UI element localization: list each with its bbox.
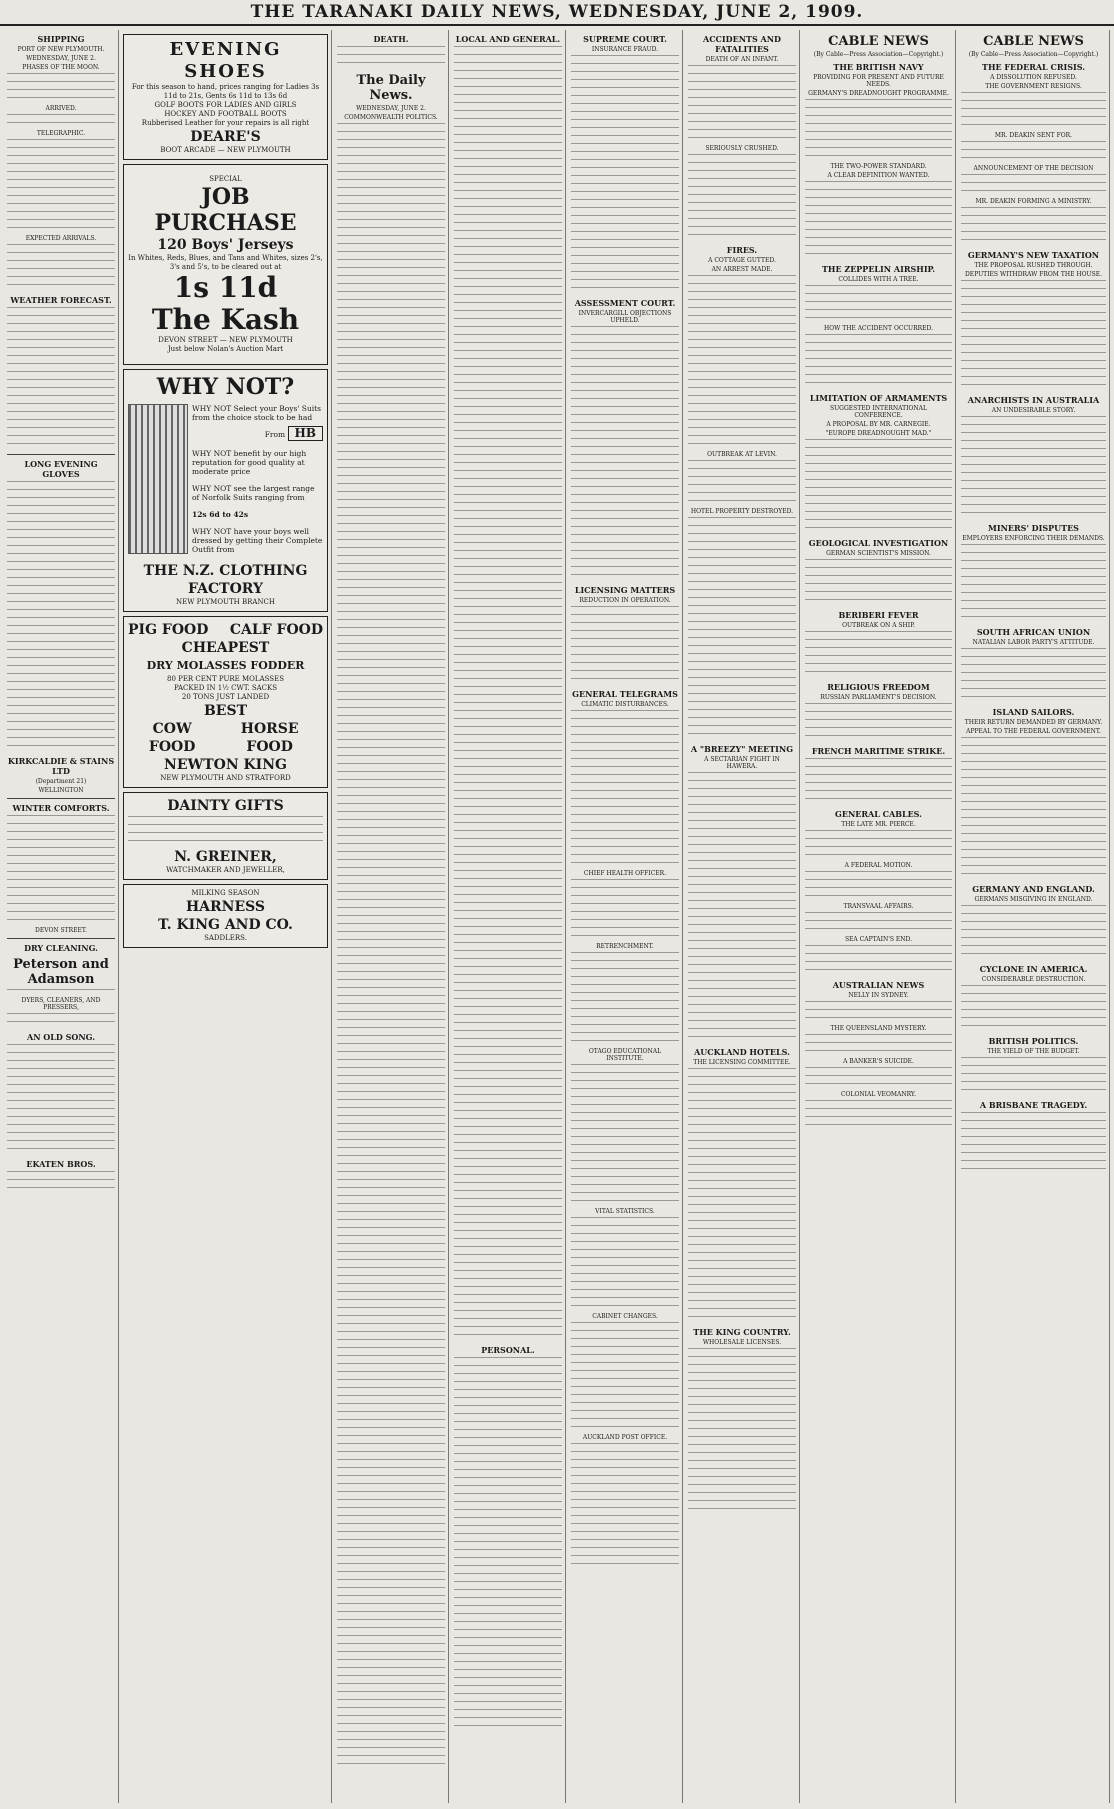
hb-logo: HB [288,426,323,441]
heading-british-politics: BRITISH POLITICS. [988,1036,1079,1046]
sub-pierce: THE LATE MR. PIERCE. [841,821,916,828]
sub-dissolution: A DISSOLUTION REFUSED. [990,74,1077,81]
sub-proposal: THE PROPOSAL RUSHED THROUGH. [974,262,1093,269]
ad-why-not: WHY NOT? WHY NOT Select your Boys' Suits from the choice stock to be had From HB WHY NOT benefit by our high reputation for good quality at moderate price WHY NOT see the largest range of Norfolk Suits ranging from 12s 6d to 42s WHY NOT have your boys well dressed by getting their Complete Outfit from THE N.Z. CLOTHING FACTORY NEW PLYMOUTH BRANCH [123,369,328,612]
column-ads [120,30,332,1803]
sub-insurance: INSURANCE FRAUD. [591,46,659,53]
ev-l1: For this season to hand, prices ranging for Ladies 3s 11d to 21s, Gents 6s 11d to 13s 6d [131,83,320,100]
sub-arrest: AN ARREST MADE. [711,266,773,273]
sub-federal-motion: A FEDERAL MOTION. [844,862,913,869]
sub-cabinet: CABINET CHANGES. [592,1313,658,1320]
heading-geological: GEOLOGICAL INVESTIGATION [808,538,949,548]
packed: PACKED IN 1½ CWT. SACKS [173,684,278,692]
nzcf: THE N.Z. CLOTHING FACTORY [143,563,308,597]
ad-job-purchase [123,164,328,365]
heading-anarchists: ANARCHISTS IN AUSTRALIA [967,395,1100,405]
heading-navy: THE BRITISH NAVY [833,62,924,72]
why-l1: WHY NOT Select your Boys' Suits from the choice stock to be had [192,404,322,422]
ev-l2: GOLF BOOTS FOR LADIES AND GIRLS [154,101,297,109]
job-colors: In Whites, Reds, Blues, and Tans and Whites, sizes 2's, 3's and 5's, to be cleared out at [128,254,323,271]
pct: 80 PER CENT PURE MOLASSES [166,675,284,683]
best: BEST [203,703,248,719]
job-jerseys: 120 Boys' Jerseys [157,237,294,253]
heading-miners: MINERS' DISPUTES [988,523,1079,533]
job-title: JOB PURCHASE [154,184,297,236]
heading-kirkcaldie: KIRKCALDIE & STAINS LTD [7,756,115,776]
sub-outbreak-levin: OUTBREAK AT LEVIN. [707,451,777,458]
sub-deakin: MR. DEAKIN SENT FOR. [994,132,1073,139]
sub-clear: A CLEAR DEFINITION WANTED. [827,172,930,179]
heading-death: DEATH. [373,34,409,44]
ev-title: EVENING SHOES [169,39,282,82]
column-shipping [4,30,119,1803]
sub-twopower: THE TWO-POWER STANDARD. [830,163,927,170]
newton: NEWTON KING [164,757,287,773]
np: NEW PLYMOUTH AND STRATFORD [160,774,291,782]
molasses: DRY MOLASSES FODDER [146,659,305,672]
sub-chief-health: CHIEF HEALTH OFFICER. [583,870,667,877]
heading-island: ISLAND SAILORS. [992,707,1075,717]
heading-religious: RELIGIOUS FREEDOM [827,682,930,692]
heading-germany-england: GERMANY AND ENGLAND. [972,884,1095,894]
heading-zeppelin: THE ZEPPELIN AIRSHIP. [821,264,936,274]
sub-their-return: THEIR RETURN DEMANDED BY GERMANY. [964,719,1103,726]
sub-carnegie: A PROPOSAL BY MR. CARNEGIE. [826,421,931,428]
heading-gloves: LONG EVENING GLOVES [24,459,98,479]
heading-ekaten: EKATEN BROS. [26,1159,96,1169]
sub-german-dn: GERMANY'S DREADNOUGHT PROGRAMME. [808,90,949,97]
heading-oldsong: AN OLD SONG. [26,1032,95,1042]
sub-undesirable: AN UNDESIRABLE STORY. [991,407,1076,414]
heading-licensing: LICENSING MATTERS [574,585,676,595]
heading-shipping: SHIPPING [37,34,85,44]
sub-europe: "EUROPE DREADNOUGHT MAD." [825,430,932,437]
heading-local: LOCAL AND GENERAL. [455,34,561,44]
harness: HARNESS [185,899,266,915]
sub-mission: GERMAN SCIENTIST'S MISSION. [826,550,931,557]
sub-appeal: APPEAL TO THE FEDERAL GOVERNMENT. [966,728,1101,735]
milking: MILKING SEASON [191,889,260,897]
job-below: Just below Nolan's Auction Mart [167,345,284,353]
cheapest: CHEAPEST [181,640,270,656]
ev-deare: DEARE'S [190,129,261,145]
heading-peterson: Peterson and Adamson [13,957,109,987]
job-kash: The Kash [151,303,300,336]
sub-crushed: SERIOUSLY CRUSHED. [705,145,779,152]
sub-otago: OTAGO EDUCATIONAL INSTITUTE. [588,1048,662,1062]
sub-natalian: NATALIAN LABOR PARTY'S ATTITUDE. [972,639,1095,646]
sub-auckland-po: AUCKLAND POST OFFICE. [582,1434,668,1441]
sub-providing: PROVIDING FOR PRESENT AND FUTURE NEEDS. [813,74,944,88]
sub-how: HOW THE ACCIDENT OCCURRED. [823,325,934,332]
horse: HORSE FOOD [240,721,299,755]
sub-date3: WEDNESDAY, JUNE 2. [356,105,426,112]
nzcf-sub: NEW PLYMOUTH BRANCH [175,598,276,606]
sub-reduction: REDUCTION IN OPERATION. [579,597,671,604]
why-l4: WHY NOT have your boys well dressed by getting their Complete Outfit from [192,527,323,554]
why-l2: WHY NOT benefit by our high reputation for good quality at moderate price [192,449,307,476]
sub-expected: EXPECTED ARRIVALS. [25,235,97,242]
sub-outbreak-ship: OUTBREAK ON A SHIP. [842,622,915,629]
sub-cable-2: (By Cable—Press Association—Copyright.) [968,51,1099,58]
heading-south-african: SOUTH AFRICAN UNION [976,627,1091,637]
sub-budget: THE YIELD OF THE BUDGET. [987,1048,1080,1055]
job-price: 1s 11d [173,271,278,304]
greiner: N. GREINER, [174,849,277,865]
why-l3: WHY NOT see the largest range of Norfolk Suits ranging from [192,484,315,502]
sub-nelly: NELLY IN SYDNEY. [848,992,909,999]
heading-fires: FIRES. [726,245,758,255]
heading-assessment: ASSESSMENT COURT. [574,298,676,308]
heading-taxation: GERMANY'S NEW TAXATION [967,250,1100,260]
sub-deputies: DEPUTIES WITHDRAW FROM THE HOUSE. [965,271,1102,278]
heading-cyclone: CYCLONE IN AMERICA. [979,964,1088,974]
heading-brisbane: A BRISBANE TRAGEDY. [979,1100,1088,1110]
dainty: DAINTY GIFTS [167,798,284,814]
sub-committee: THE LICENSING COMMITTEE. [693,1059,791,1066]
sub-announcement: ANNOUNCEMENT OF THE DECISION [973,165,1094,172]
sub-cable-1: (By Cable—Press Association—Copyright.) [813,51,944,58]
sub-cottage: A COTTAGE GUTTED. [708,257,776,264]
sub-wellington: WELLINGTON [38,787,84,794]
column-cable-1 [802,30,956,1803]
sub-devon: DEVON STREET. [35,927,87,934]
masthead [0,0,1114,26]
sub-wholesale: WHOLESALE LICENSES. [702,1339,782,1346]
heading-limitation: LIMITATION OF ARMAMENTS [809,393,948,403]
sub-vital: VITAL STATISTICS. [595,1208,655,1215]
sub-banker: A BANKER'S SUICIDE. [843,1058,914,1065]
heading-weather: WEATHER FORECAST. [10,295,112,305]
ev-l3: HOCKEY AND FOOTBALL BOOTS [164,110,287,118]
sub-destruction: CONSIDERABLE DESTRUCTION. [981,976,1086,983]
sub-infant: DEATH OF AN INFANT. [705,56,779,63]
boy-illustration [128,404,188,554]
sub-government: THE GOVERNMENT RESIGNS. [985,83,1082,90]
sub-sectarian: A SECTARIAN FIGHT IN HAWERA. [704,756,780,770]
sub-invercargill: INVERCARGILL OBJECTIONS UPHELD. [578,310,672,324]
column-court [568,30,683,1803]
heading-beriberi: BERIBERI FEVER [838,610,919,620]
ev-l4: Rubberised Leather for your repairs is all right [141,119,310,127]
heading-supreme: SUPREME COURT. [583,34,667,44]
sub-date: WEDNESDAY, JUNE 2. [26,55,96,62]
ad-pig-food [123,616,328,788]
column-accidents [685,30,800,1803]
heading-daily-news: The Daily News. [356,73,426,103]
sub-collides: COLLIDES WITH A TREE. [838,276,919,283]
column-local [451,30,566,1803]
ad-harness [123,884,328,948]
heading-general-telegrams: GENERAL TELEGRAMS [572,689,678,699]
heading-breezy: A "BREEZY" MEETING [690,744,794,754]
sub-moon: PHASES OF THE MOON. [22,64,100,71]
cow: COW FOOD [148,721,196,755]
heading-french: FRENCH MARITIME STRIKE. [811,746,946,756]
sub-forming: MR. DEAKIN FORMING A MINISTRY. [975,198,1092,205]
sub-kirk: (Department 21) [35,778,87,785]
column-editorial [334,30,449,1803]
heading-auckland-hotels: AUCKLAND HOTELS. [694,1047,790,1057]
column-cable-2 [958,30,1110,1803]
sub-telegraphic: TELEGRAPHIC. [36,130,86,137]
heading-cable-2: CABLE NEWS [983,34,1084,49]
heading-dry: DRY CLEANING. [24,943,98,953]
saddlers: SADDLERS. [204,934,247,942]
ad-dainty-gifts [123,792,328,880]
sub-arrived: ARRIVED. [45,105,77,112]
sub-retrench: RETRENCHMENT. [596,943,654,950]
calf: CALF FOOD [229,622,323,638]
sub-russian: RUSSIAN PARLIAMENT'S DECISION. [820,694,937,701]
heading-winter: WINTER COMFORTS. [12,803,110,813]
why-l3b: 12s 6d to 42s [192,510,249,519]
heading-accidents: ACCIDENTS AND FATALITIES [702,34,781,54]
sub-misgiving: GERMANS MISGIVING IN ENGLAND. [974,896,1093,903]
heading-cable-1: CABLE NEWS [828,34,929,49]
sub-sea-captain: SEA CAPTAIN'S END. [844,936,913,943]
masthead-title: THE TARANAKI DAILY NEWS, WEDNESDAY, JUNE 2, 1909. [250,2,864,22]
tons: 20 TONS JUST LANDED [181,693,270,701]
watch: WATCHMAKER AND JEWELLER, [166,866,285,874]
sub-hotel: HOTEL PROPERTY DESTROYED. [690,508,794,515]
sub-port: PORT OF NEW PLYMOUTH. [17,46,105,53]
heading-personal: PERSONAL. [481,1345,535,1355]
ev-boot: BOOT ARCADE — NEW PLYMOUTH [160,146,291,154]
sub-transvaal: TRANSVAAL AFFAIRS. [843,903,914,910]
why-title: WHY NOT? [156,374,295,400]
job-special: SPECIAL [209,175,242,183]
heading-general-cables: GENERAL CABLES. [835,809,922,819]
sub-queensland: THE QUEENSLAND MYSTERY. [830,1025,927,1032]
sub-commonwealth: COMMONWEALTH POLITICS. [344,114,438,121]
heading-australian-news: AUSTRALIAN NEWS [832,980,925,990]
sub-suggested: SUGGESTED INTERNATIONAL CONFERENCE. [830,405,927,419]
tking: T. KING AND CO. [158,917,293,933]
pig: PIG FOOD [128,622,209,638]
sub-employers: EMPLOYERS ENFORCING THEIR DEMANDS. [962,535,1105,542]
ad-evening-shoes [123,34,328,160]
heading-federal-crisis: THE FEDERAL CRISIS. [981,62,1086,72]
sub-dyers: DYERS, CLEANERS, AND PRESSERS, [21,997,101,1011]
sub-colonial: COLONIAL VEOMANRY. [840,1091,917,1098]
sub-climatic: CLIMATIC DISTURBANCES. [581,701,669,708]
job-devon: DEVON STREET — NEW PLYMOUTH [158,336,293,344]
heading-king-country: THE KING COUNTRY. [693,1327,791,1337]
